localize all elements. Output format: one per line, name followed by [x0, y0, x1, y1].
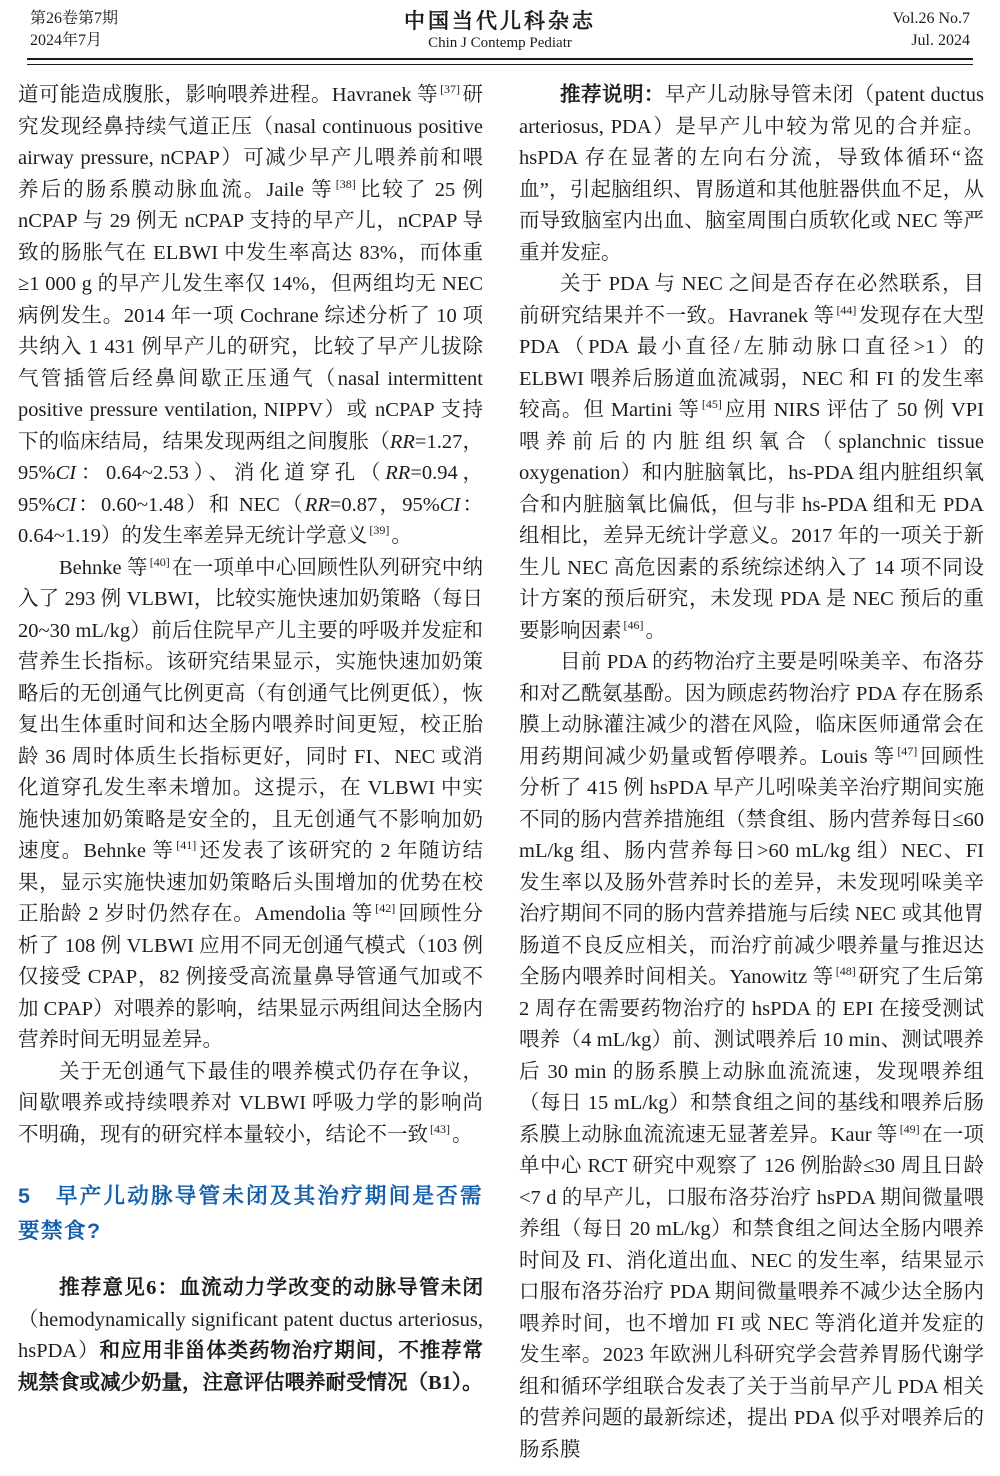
- body-paragraph: [18, 553, 483, 1057]
- text-run: 。: [391, 525, 412, 547]
- text-run: 研究发现经鼻持续气道正压（nasal continuous positive airway pressure, nCPAP）可减少早产儿喂养前和喂养后的肠系膜动脉血流。Jaile 等: [18, 84, 483, 201]
- body-paragraph: [519, 647, 984, 1466]
- volume-issue-cn: 第26卷第7期: [30, 10, 119, 27]
- text-run: RR: [385, 462, 411, 484]
- reference-superscript: [43]: [430, 1121, 450, 1136]
- text-run: 道可能造成腹胀，影响喂养进程。Havranek 等: [18, 84, 439, 106]
- header-left-block: [30, 8, 250, 52]
- left-column: [18, 80, 483, 1466]
- text-run: 研究了生后第 2 周存在需要药物治疗的 hsPDA 的 EPI 在接受测试喂养（4 mL/kg）前、测试喂养后 10 min、测试喂养后 30 min 的肠系膜上动脉血流流速，发现喂养组（每日 15 mL/kg）和禁食组之间的基线和喂养后肠系膜上动脉血流流速无显著差异。Kaur 等: [519, 966, 984, 1146]
- text-run: （hemodynamically significant patent ductus arteriosus, hsPDA）: [18, 1308, 483, 1362]
- text-run: 回顾性分析了 415 例 hsPDA 早产儿吲哚美辛治疗期间实施不同的肠内营养措施组（禁食组、肠内营养每日≤60 mL/kg 组、肠内营养每日>60 mL/kg 组）NEC、FI 发生率以及肠外营养时长的差异，未发现吲哚美辛治疗期间不同的肠内营养措施与后续 NEC 或其他胃肠道不良反应相关，而治疗前减少喂养量与推迟达全肠内喂养时间相关。Yanowitz 等: [519, 745, 984, 988]
- reference-superscript: [47]: [897, 743, 918, 758]
- text-run: RR: [389, 430, 415, 453]
- text-run: 。: [452, 1123, 473, 1146]
- text-run: CI: [439, 493, 461, 516]
- date-en: Jul. 2024: [911, 32, 970, 49]
- date-cn: 2024年7月: [30, 32, 103, 49]
- text-run: 5 早产儿动脉导管未闭及其治疗期间是否需要禁食?: [18, 1184, 483, 1243]
- article-body: [0, 65, 1000, 1466]
- text-run: ：0.64~2.53）、消化道穿孔（: [76, 462, 386, 484]
- text-run: ：0.64~1.19）的发生率差异无统计学意义: [18, 493, 484, 547]
- body-paragraph: [18, 1057, 483, 1152]
- text-run: 目前 PDA 的药物治疗主要是吲哚美辛、布洛芬和对乙酰氨基酚。因为顾虑药物治疗 PDA 存在肠系膜上动脉灌注减少的潜在风险，临床医师通常会在用药期间减少奶量或暂停喂养。Louis 等: [519, 651, 984, 768]
- volume-issue-en: Vol.26 No.7: [892, 10, 970, 27]
- text-run: 推荐意见6：血流动力学改变的动脉导管未闭: [59, 1277, 483, 1299]
- text-run: 关于 PDA 与 NEC 之间是否存在必然联系，目前研究结果并不一致。Havranek 等: [519, 273, 984, 327]
- body-paragraph: [519, 80, 984, 269]
- section-heading: [18, 1179, 483, 1249]
- text-run: 。: [645, 619, 666, 642]
- text-run: 还发表了该研究的 2 年随访结果，显示实施快速加奶策略后头围增加的优势在校正胎龄 2 岁时仍然存在。Amendolia 等: [18, 840, 484, 925]
- reference-superscript: [40]: [149, 554, 170, 569]
- running-head: [0, 0, 1000, 53]
- text-run: CI: [55, 462, 77, 484]
- body-paragraph: [18, 80, 483, 553]
- text-run: =0.94，95%: [18, 462, 484, 516]
- reference-superscript: [49]: [899, 1121, 920, 1136]
- reference-superscript: [46]: [623, 617, 644, 632]
- text-run: 早产儿动脉导管未闭（patent ductus arteriosus, PDA）是早产儿中较为常见的合并症。hsPDA 存在显著的左向右分流，导致体循环“盗血”，引起脑组织、胃肠道和其他脏器供血不足，从而导致脑室内出血、脑室周围白质软化或 NEC 等严重并发症。: [519, 84, 984, 264]
- text-run: =1.27，95%: [18, 430, 484, 484]
- reference-superscript: [48]: [835, 964, 856, 979]
- journal-title-cn: 中国当代儿科杂志: [404, 9, 596, 33]
- text-run: 关于无创通气下最佳的喂养模式仍存在争议，间歇喂养或持续喂养对 VLBWI 呼吸力学的影响尚不明确，现有的研究样本量较小，结论不一致: [18, 1060, 483, 1146]
- body-paragraph: [519, 269, 984, 647]
- body-paragraph: [18, 1273, 483, 1399]
- text-run: 回顾性分析了 108 例 VLBWI 应用不同无创通气模式（103 例仅接受 CPAP，82 例接受高流量鼻导管通气加或不加 CPAP）对喂养的影响，结果显示两组间达全肠内营养时间无明显差异。: [18, 903, 483, 1051]
- reference-superscript: [41]: [176, 838, 197, 853]
- text-run: Behnke 等: [59, 556, 148, 579]
- reference-superscript: [37]: [440, 82, 461, 97]
- journal-title-en: Chin J Contemp Pediatr: [428, 35, 572, 51]
- reference-superscript: [39]: [369, 523, 390, 538]
- right-column: [519, 80, 984, 1466]
- text-run: =0.87，95%: [329, 493, 440, 516]
- reference-superscript: [45]: [701, 397, 722, 412]
- text-run: 推荐说明：: [560, 84, 665, 106]
- text-run: ：0.60~1.48）和 NEC（: [76, 493, 305, 516]
- reference-superscript: [42]: [375, 901, 396, 916]
- reference-superscript: [38]: [335, 176, 356, 191]
- text-run: 应用 NIRS 评估了 50 例 VPI 喂养前后的内脏组织氧合（splanchnic tissue oxygenation）和内脏脑氧比，hs-PDA 组内脏组织氧合和内脏脑氧比偏低，但与非 hs-PDA 组和无 PDA 组相比，差异无统计学意义。2017 年的一项关于新生儿 NEC 高危因素的系统综述纳入了 14 项不同设计方案的预后研究，未发现 PDA 是 NEC 预后的重要影响因素: [519, 399, 984, 642]
- text-run: 和应用非甾体类药物治疗期间，不推荐常规禁食或减少奶量，注意评估喂养耐受情况（B1）。: [18, 1340, 483, 1394]
- text-run: RR: [304, 493, 330, 516]
- reference-superscript: [44]: [836, 302, 857, 317]
- text-run: 在一项单中心回顾性队列研究中纳入了 293 例 VLBWI，比较实施快速加奶策略（每日 20~30 mL/kg）前后住院早产儿主要的呼吸并发症和营养生长指标。该研究结果显示，实施快速加奶策略后的无创通气比例更高（有创通气比例更低），恢复出生体重时间和达全肠内喂养时间更短，校正胎龄 36 周时体质生长指标更好，同时 FI、NEC 或消化道穿孔发生率未增加。这提示，在 VLBWI 中实施快速加奶策略是安全的，且无创通气不影响加奶速度。Behnke 等: [18, 556, 483, 862]
- text-run: 比较了 25 例 nCPAP 与 29 例无 nCPAP 支持的早产儿，nCPAP 导致的肠胀气在 ELBWI 中发生率高达 83%，而体重≥1 000 g 的早产儿发生率仅 14%，但两组均无 NEC 病例发生。2014 年一项 Cochrane 综述分析了 10 项共纳入 1 431 例早产儿的研究，比较了早产儿拔除气管插管后经鼻间歇正压通气（nasal intermittent positive pressure ventilation, NIPPV）或 nCPAP 支持下的临床结局，结果发现两组之间腹胀（: [18, 178, 483, 453]
- text-run: 在一项单中心 RCT 研究中观察了 126 例胎龄≤30 周且日龄<7 d 的早产儿，口服布洛芬治疗 hsPDA 期间微量喂养组（每日 20 mL/kg）和禁食组之间达全肠内喂养时间及 FI、消化道出血、NEC 的发生率，结果显示口服布洛芬治疗 PDA 期间微量喂养不减少达全肠内喂养时间，也不增加 FI 或 NEC 等消化道并发症的发生率。2023 年欧洲儿科研究学会营养胃肠代谢学组和循环学组联合发表了关于当前早产儿 PDA 相关的营养问题的最新综述，提出 PDA 似乎对喂养后的肠系膜: [519, 1123, 984, 1461]
- header-double-rule: [27, 58, 973, 65]
- text-run: 发现存在大型 PDA（PDA 最小直径/左肺动脉口直径>1）的 ELBWI 喂养后肠道血流减弱，NEC 和 FI 的发生率较高。但 Martini 等: [519, 304, 984, 421]
- header-right-block: [750, 8, 970, 52]
- text-run: CI: [55, 493, 77, 516]
- header-center-block: [250, 8, 750, 53]
